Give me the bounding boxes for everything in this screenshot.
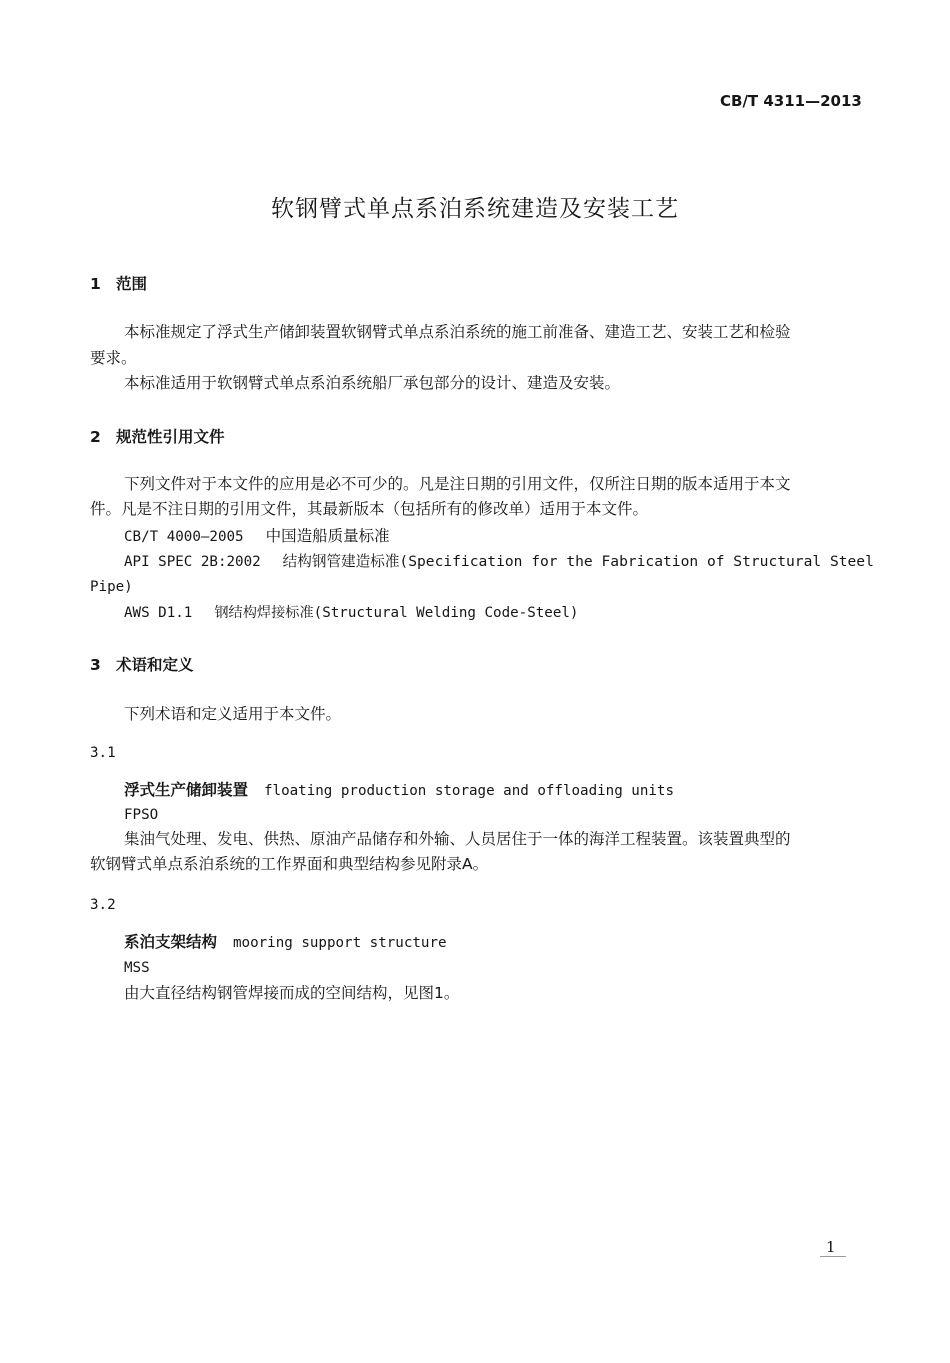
term-zh: 浮式生产储卸装置 bbox=[124, 781, 249, 799]
reference-title: 钢结构焊接标准(Structural Welding Code-Steel) bbox=[214, 605, 579, 621]
paragraph: 本标准规定了浮式生产储卸装置软钢臂式单点系泊系统的施工前准备、建造工艺、安装工艺和检验 bbox=[124, 323, 791, 341]
term-abbreviation: MSS bbox=[124, 960, 150, 976]
term-definition: 软钢臂式单点系泊系统的工作界面和典型结构参见附录A。 bbox=[90, 855, 489, 873]
term-en: floating production storage and offloading units bbox=[264, 783, 675, 799]
section-title: 规范性引用文件 bbox=[116, 428, 225, 446]
page-number: 1 bbox=[826, 1238, 836, 1256]
reference-title: 结构钢管建造标准(Specification for the Fabrication of Structural Steel bbox=[282, 553, 874, 570]
section-2-heading bbox=[90, 425, 225, 447]
section-title: 术语和定义 bbox=[116, 656, 194, 674]
reference-title: 中国造船质量标准 bbox=[265, 527, 390, 545]
standard-code: CB/T 4311—2013 bbox=[720, 92, 862, 110]
section-3-heading bbox=[90, 653, 194, 675]
paragraph: 件。凡是不注日期的引用文件，其最新版本（包括所有的修改单）适用于本文件。 bbox=[90, 500, 649, 518]
reference-item bbox=[124, 549, 874, 575]
reference-item bbox=[124, 524, 390, 550]
reference-code: AWS D1.1 bbox=[124, 605, 193, 621]
term-zh: 系泊支架结构 bbox=[124, 933, 218, 951]
section-number: 1 bbox=[90, 275, 101, 293]
reference-title-continued: Pipe) bbox=[90, 579, 133, 595]
term-definition: 由大直径结构钢管焊接而成的空间结构，见图1。 bbox=[124, 984, 460, 1002]
section-number: 2 bbox=[90, 428, 101, 446]
paragraph: 本标准适用于软钢臂式单点系泊系统船厂承包部分的设计、建造及安装。 bbox=[124, 374, 621, 392]
paragraph: 下列文件对于本文件的应用是必不可少的。凡是注日期的引用文件，仅所注日期的版本适用于本文 bbox=[124, 475, 791, 493]
term-number: 3.1 bbox=[90, 745, 116, 761]
document-title: 软钢臂式单点系泊系统建造及安装工艺 bbox=[271, 196, 679, 222]
term-heading bbox=[124, 778, 674, 804]
reference-code: API SPEC 2B:2002 bbox=[124, 554, 261, 570]
section-1-heading bbox=[90, 272, 147, 294]
page-number-rule bbox=[820, 1256, 846, 1257]
term-number: 3.2 bbox=[90, 897, 116, 913]
reference-code: CB/T 4000—2005 bbox=[124, 529, 244, 545]
term-abbreviation: FPSO bbox=[124, 807, 159, 823]
reference-item bbox=[124, 600, 578, 626]
term-definition: 集油气处理、发电、供热、原油产品储存和外输、人员居住于一体的海洋工程装置。该装置典型的 bbox=[124, 830, 791, 848]
term-en: mooring support structure bbox=[233, 935, 447, 951]
paragraph: 要求。 bbox=[90, 349, 137, 367]
term-heading bbox=[124, 930, 447, 956]
section-number: 3 bbox=[90, 656, 101, 674]
paragraph: 下列术语和定义适用于本文件。 bbox=[124, 705, 342, 723]
section-title: 范围 bbox=[116, 275, 148, 293]
